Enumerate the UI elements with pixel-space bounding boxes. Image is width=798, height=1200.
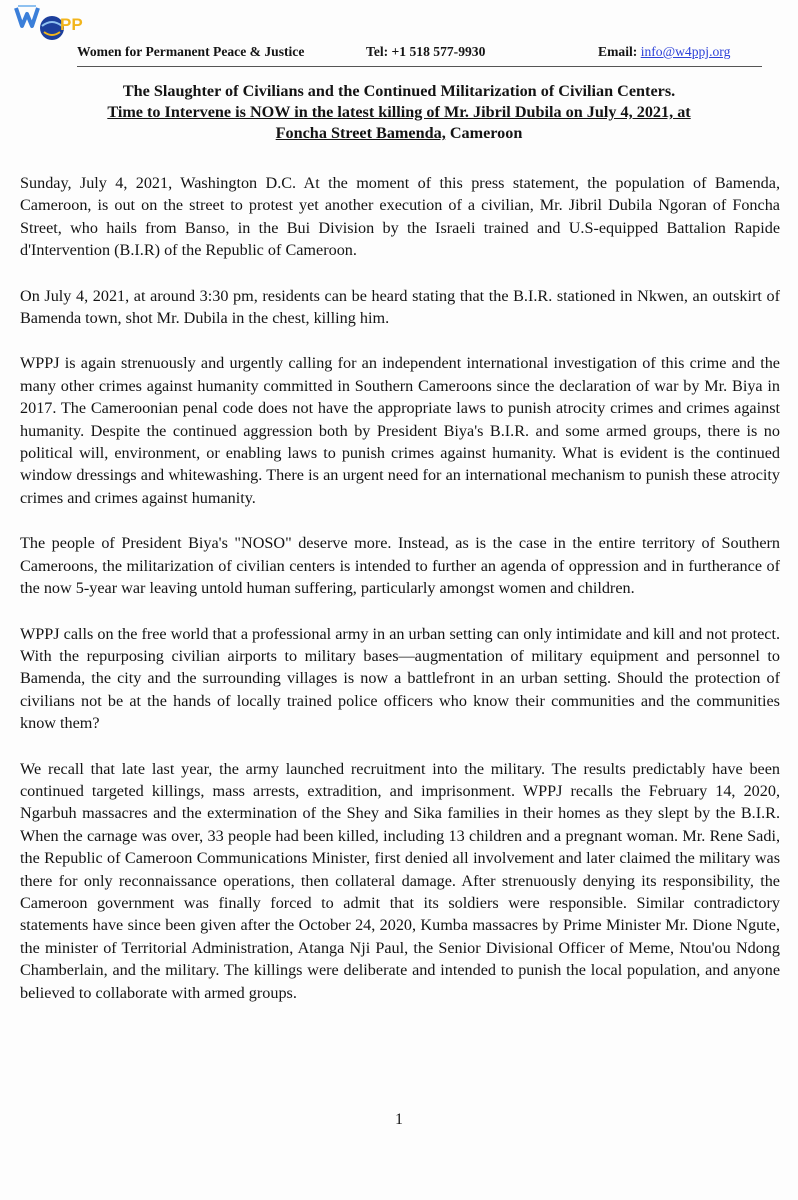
- email-link[interactable]: info@w4ppj.org: [640, 44, 731, 59]
- title-line-3-underlined: Foncha Street Bamenda,: [275, 124, 446, 142]
- title-line-2: Time to Intervene is NOW in the latest killing of Mr. Jibril Dubila on July 4, 2021, at: [107, 103, 691, 121]
- paragraph-4: The people of President Biya's "NOSO" deserve more. Instead, as is the case in the entire territory of Southern Cameroons, the militarization of civilian centers is intended to further an agenda of oppression and in furtherance of the now 5-year war leaving untold human suffering, particularly amongst women and children.: [20, 534, 780, 598]
- title-line-1: The Slaughter of Civilians and the Continued Militarization of Civilian Centers.: [122, 82, 676, 100]
- paragraph-6: We recall that late last year, the army launched recruitment into the military. The results predictably have been continued targeted killings, mass arrests, extradition, and imprisonment. WPPJ recalls the February 14, 2020, Ngarbuh massacres and the extermination of the Shey and Sika families in their homes as they slept by the B.I.R. When the carnage was over, 33 people had been killed, including 13 children and a pregnant woman. Mr. Rene Sadi, the Republic of Cameroon Communications Minister, first denied all involvement and later claimed the military was there for only reconnaissance operations, then collateral damage. After strenuously denying its responsibility, the Cameroon government was finally forced to admit that its soldiers were responsible. Similar contradictory statements have since been given after the October 24, 2020, Kumba massacres by Prime Minister Mr. Dione Ngute, the minister of Territorial Administration, Atanga Nji Paul, the Senior Divisional Officer of Meme, Ntou'ou Ndong Chamberlain, and the military. The killings were deliberate and intended to punish the local population, and anyone believed to collaborate with armed groups.: [20, 759, 780, 1002]
- email-contact: [598, 44, 730, 60]
- page-number: 1: [395, 1111, 403, 1128]
- phone-number: Tel: +1 518 577-9930: [366, 44, 486, 59]
- paragraph-1: Sunday, July 4, 2021, Washington D.C. At the moment of this press statement, the population of Bamenda, Cameroon, is out on the street to protest yet another execution of a civilian, Mr. Jibril Dubila Ngoran of Foncha Street, who hails from Banso, in the Bui Division by the Israeli trained and U.S-equipped Battalion Rapide d'Intervention (B.I.R) of the Republic of Cameroon.: [20, 174, 780, 260]
- logo-lettering: PP: [60, 15, 83, 34]
- header-divider: [77, 66, 762, 67]
- paragraph-3: WPPJ is again strenuously and urgently calling for an independent international investigation of this crime and the many other crimes against humanity committed in Southern Cameroons since the declaration of war by Mr. Biya in 2017. The Cameroonian penal code does not have the appropriate laws to punish atrocity crimes and crimes against humanity. Despite the continued aggression both by President Biya's B.I.R. and some armed groups, there is no political will, environment, or enabling laws to punish crimes against humanity. What is evident is the continued window dressings and whitewashing. There is an urgent need for an international mechanism to punish these atrocity crimes and crimes against humanity.: [20, 354, 780, 507]
- body-text: [20, 172, 780, 1027]
- contact-row: [0, 44, 798, 62]
- paragraph-2: On July 4, 2021, at around 3:30 pm, residents can be heard stating that the B.I.R. stationed in Nkwen, an outskirt of Bamenda town, shot Mr. Dubila in the chest, killing him.: [20, 286, 780, 328]
- email-label: Email:: [598, 44, 638, 59]
- wppj-logo: [14, 2, 88, 44]
- document-title: [20, 81, 778, 144]
- organization-name: Women for Permanent Peace & Justice: [77, 44, 305, 59]
- title-line-3-rest: Cameroon: [445, 124, 523, 142]
- title-line-3: [20, 123, 778, 144]
- paragraph-5: WPPJ calls on the free world that a professional army in an urban setting can only intimidate and kill and not protect. With the repurposing civilian airports to military bases—augmentation of military equipment and personnel to Bamenda, the city and the surrounding villages is now a battlefront in an urban setting. Should the protection of civilians not be at the hands of locally trained police officers who know their communities and the communities know them?: [20, 624, 780, 733]
